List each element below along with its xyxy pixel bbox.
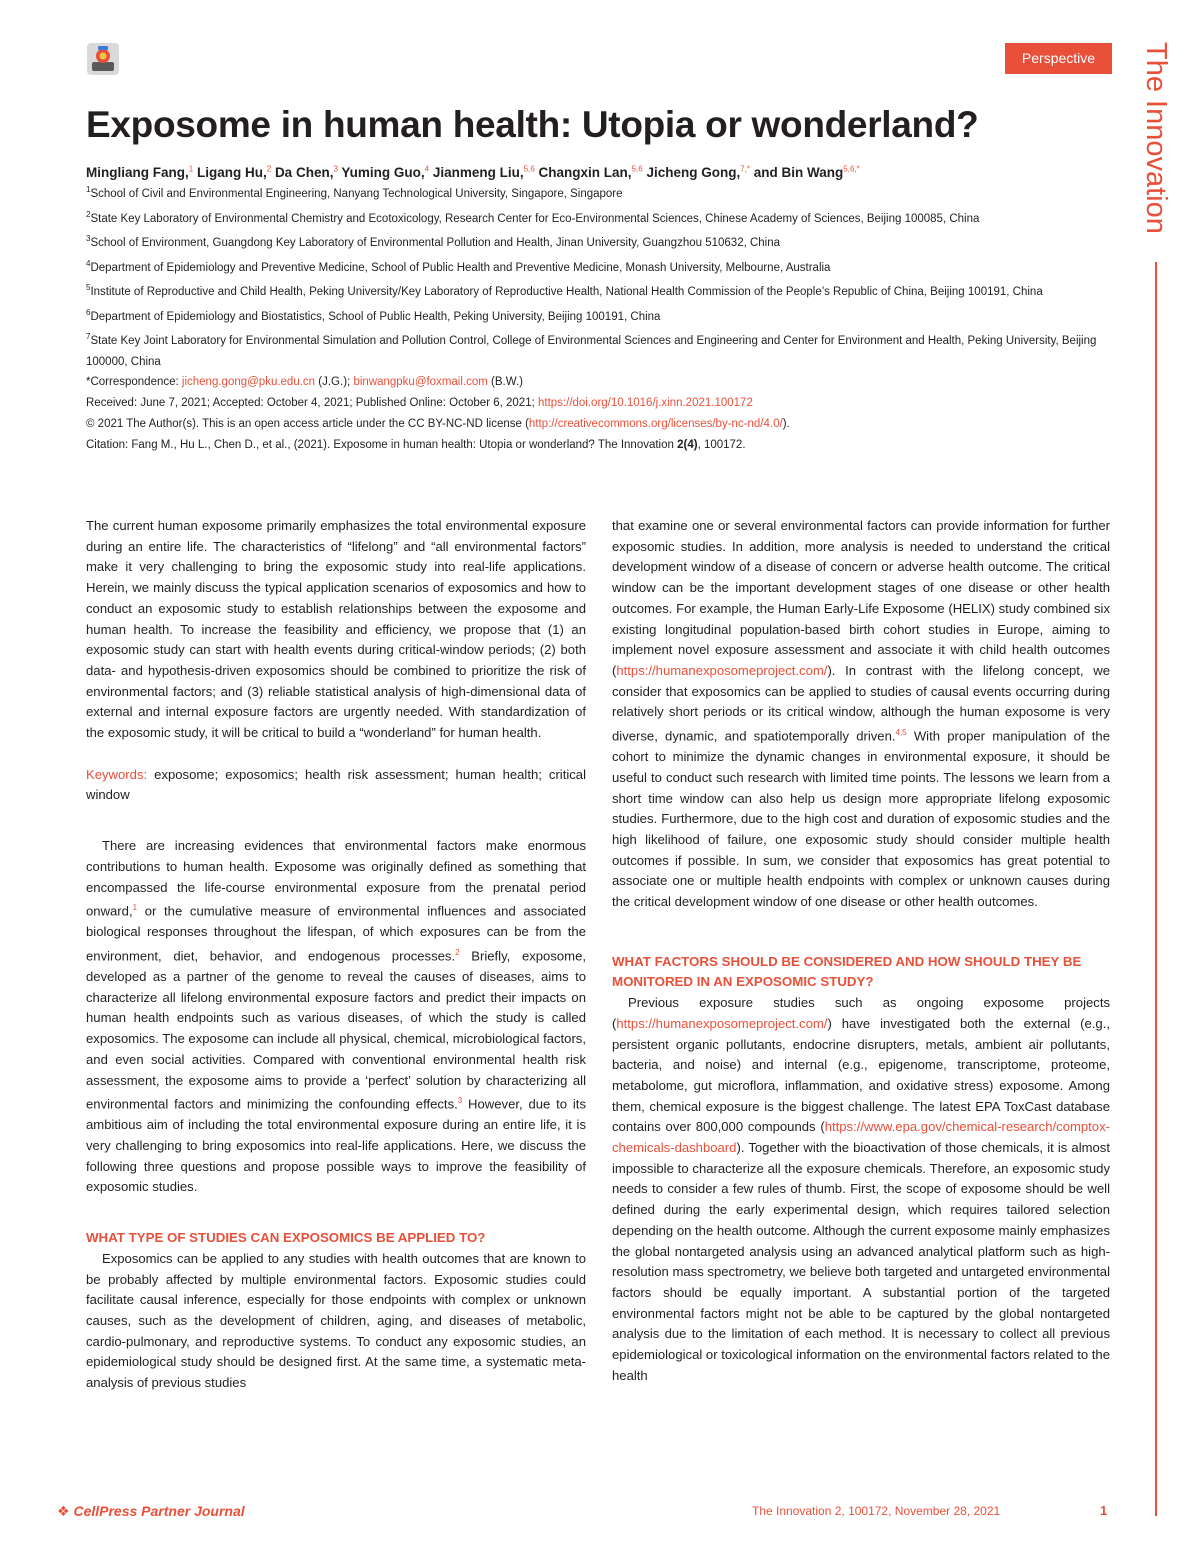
dates-line: Received: June 7, 2021; Accepted: October 4, 2021; Published Online: October 6, 2021; https://doi.org/10.1016/j.xinn.2021.100172 [86,397,753,410]
reference-link[interactable]: 4,5 [895,728,907,738]
web-link[interactable]: https://www.epa.gov/chemical-research/comptox-chemicals-dashboard [612,1119,1110,1156]
author: Jianmeng Liu,$^{5,6}$ [432,164,535,180]
innovation-logo-icon [86,42,120,76]
email-link[interactable]: jicheng.gong@pku.edu.cn [181,376,316,389]
article-title: Exposome in human health: Utopia or wonderland? [86,104,979,145]
keywords: Keywords: exposome; exposomics; health risk assessment; human health; critical window [86,766,586,803]
author: Mingliang Fang,$^1$ [86,164,194,180]
affiliation: $^6$Department of Epidemiology and Biostatistics, School of Public Health, Peking University, Beijing 100191, China [86,307,661,323]
left-column [86,516,586,1394]
section-paragraph: that examine one or several environmental factors can provide information for further exposomic studies. In addition, more analysis is needed to understand the critical development window of a disease of concern or adverse health outcome. The critical window can be the important development stages of one disease or other health outcomes. For example, the Human Early-Life Exposome (HELIX) study combined six existing longitudinal population-based birth cohort studies in Europe, aiming to implement novel exposure assessment and associate it with child health outcomes (https://humanexposomeproject.com/). In contrast with the lifelong concept, we consider that exposomics can be applied to studies of causal events occurring during relatively short periods or its critical window, although the human exposome is very diverse, dynamic, and spatiotemporally driven.$^{4,5}$ With proper manipulation of the cohort to minimize the dynamic changes in environmental exposure, it should be useful to conduct such research with limited time points. The lessons we learn from a short time window can also help us design more appropriate lifelong exposomic studies. Furthermore, due to the high cost and duration of exposomic studies and the high likelihood of failure, one exposomic study should consider multiple health outcomes if possible. In sum, we consider that exposomics has great potential to associate one or multiple health endpoints with complex or unknown causes during the critical development window of one disease or other health outcomes. [612,518,1110,910]
affiliation: $^2$State Key Laboratory of Environmental Chemistry and Ecotoxicology, Research Center for Eco-Environmental Sciences, Chinese Academy of Sciences, Beijing 100085, China [86,209,980,225]
article-metadata [86,180,1126,455]
affiliation: $^3$School of Environment, Guangdong Key Laboratory of Environmental Pollution and Health, Jinan University, Guangzhou 510632, China [86,234,781,249]
author: Yuming Guo,$^4$ [341,164,430,180]
section-heading: WHAT TYPE OF STUDIES CAN EXPOSOMICS BE APPLIED TO? [86,1230,486,1246]
author: and Bin Wang$^{5,6,*}$ [753,164,860,180]
affiliation: $^4$Department of Epidemiology and Preventive Medicine, School of Public Health and Preventive Medicine, Monash University, Melbourne, Australia [86,258,831,274]
publisher-logo: ❖ CellPress Partner Journal [57,1503,245,1519]
citation-line: Citation: Fang M., Hu L., Chen D., et al., (2021). Exposome in human health: Utopia or wonderland? The Innovation 2(4), 100172. [86,438,746,451]
author: Da Chen,$^3$ [274,164,338,180]
side-rule [1155,262,1157,1516]
reference-link[interactable]: 1 [132,903,138,913]
affiliation: $^7$State Key Joint Laboratory for Environmental Simulation and Pollution Control, College of Environmental Sciences and Engineering and Center for Environment and Health, Peking University, Beijing 100000, China [86,332,1097,368]
affiliation: $^1$School of Civil and Environmental Engineering, Nanyang Technological University, Singapore, Singapore [86,185,623,200]
footer-citation: The Innovation 2, 100172, November 28, 2021 [752,1504,1001,1518]
article-type-badge: Perspective [1005,43,1112,74]
license-link[interactable]: http://creativecommons.org/licenses/by-nc-nd/4.0/ [528,417,783,430]
affiliation: $^5$Institute of Reproductive and Child Health, Peking University/Key Laboratory of Reproductive Health, National Health Commission of the People’s Republic of China, Beijing 100191, China [86,283,1043,298]
web-link[interactable]: https://humanexposomeproject.com/ [616,662,828,678]
reference-link[interactable]: 3 [457,1096,463,1106]
journal-vertical-title: The Innovation [1140,42,1172,234]
author: Jicheng Gong,$^{7,*}$ [646,164,751,180]
doi-link[interactable]: https://doi.org/10.1016/j.xinn.2021.100172 [538,397,753,410]
cellpress-icon: ❖ [57,1503,70,1519]
web-link[interactable]: https://humanexposomeproject.com/ [616,1015,828,1031]
email-link[interactable]: binwangpku@foxmail.com [353,376,488,389]
author: Ligang Hu,$^2$ [196,164,272,180]
license-line: © 2021 The Author(s). This is an open access article under the CC BY-NC-ND license (http://creativecommons.org/licenses/by-nc-nd/4.0/). [86,417,790,430]
page-number: 1 [1100,1503,1108,1518]
intro-paragraph: There are increasing evidences that environmental factors make enormous contributions to human health. Exposome was originally defined as something that encompassed the life-course environmental exposure from the prenatal period onward,$^1$ or the cumulative measure of environmental influences and associated biological responses throughout the lifespan, of which exposures can be from the environment, diet, behavior, and endogenous processes.$^2$ Briefly, exposome, developed as a partner of the genome to reveal the causes of diseases, aims to characterize all lifelong environmental exposure factors and predict their impacts on human health endpoints such as various diseases, of which the study is called exposomics. The exposome can include all physical, chemical, microbiological factors, and even social activities. Compared with conventional environmental health risk assessment, the exposome aims to provide a ‘perfect’ solution by characterizing all environmental factors and minimizing the confounding effects.$^3$ However, due to its ambitious aim of including the total environmental exposure during an entire life, it is very challenging to bring exposomics into real-life applications. Here, we discuss the following three questions and propose possible ways to improve the feasibility of exposomic studies. [86,838,586,1195]
abstract: The current human exposome primarily emphasizes the total environmental exposure during an entire life. The characteristics of “lifelong” and “all environmental factors” make it very challenging to bring the exposomic study into real-life applications. Herein, we mainly discuss the typical application scenarios of exposomics and how to conduct an exposomic study to establish relationships between the exposome and human health. To increase the feasibility and efficiency, we propose that (1) an exposomic study can start with health events during critical-window periods; (2) both data- and hypothesis-driven exposomics should be combined to prioritize the risk of environmental factors; and (3) reliable statistical analysis of high-dimensional data of external and internal exposure factors are urgently needed. With standardization of the exposomic study, it will be critical to build a “wonderland” for human health. [86,518,586,741]
section-heading: WHAT FACTORS SHOULD BE CONSIDERED AND HOW SHOULD THEY BE MONITORED IN AN EXPOSOMIC STUDY? [612,953,1082,990]
reference-link[interactable]: 2 [455,948,460,958]
right-column [612,516,1110,1386]
section-paragraph: Exposomics can be applied to any studies with health outcomes that are known to be probably affected by multiple environmental factors. Exposomic studies could facilitate causal inference, especially for those endpoints with complex or unknown causes, such as the development of children, aging, and diseases of metabolic, cardio-pulmonary, and reproductive systems. To conduct any exposomic studies, an epidemiological study should be designed first. At the same time, a systematic meta-analysis of previous studies [86,1250,586,1391]
section-paragraph: Previous exposure studies such as ongoing exposome projects (https://humanexposomeproject.com/) have investigated both the external (e.g., persistent organic pollutants, endocrine disrupters, metals, ambient air pollutants, bacteria, and noise) and internal (e.g., epigenome, transcriptome, proteome, metabolome, gut microflora, inflammation, and oxidative stress) exposome. Among them, chemical exposure is the biggest challenge. The latest EPA ToxCast database contains over 800,000 compounds (https://www.epa.gov/chemical-research/comptox-chemicals-dashboard). Together with the bioactivation of those chemicals, it is almost impossible to characterize all the exposure chemicals. Therefore, an exposomic study needs to consider a few rules of thumb. First, the scope of exposome should be well defined during the early experimental design, which requires tailored selection depending on the health outcome. Although the current exposome mainly emphasizes the global nontargeted analysis using an advanced analytical platform such as high-resolution mass spectrometry, we believe both targeted and untargeted environmental factors should be equally important. A substantial portion of the targeted environmental factors might not be able to be captured by the global nontargeted analysis due to the limitation of each method. It is necessary to collect all previous epidemiological or toxicological information on the environmental factors related to the health [612,995,1110,1383]
author: Changxin Lan,$^{5,6}$ [538,164,643,180]
correspondence: *Correspondence: jicheng.gong@pku.edu.cn (J.G.); binwangpku@foxmail.com (B.W.) [86,376,523,389]
